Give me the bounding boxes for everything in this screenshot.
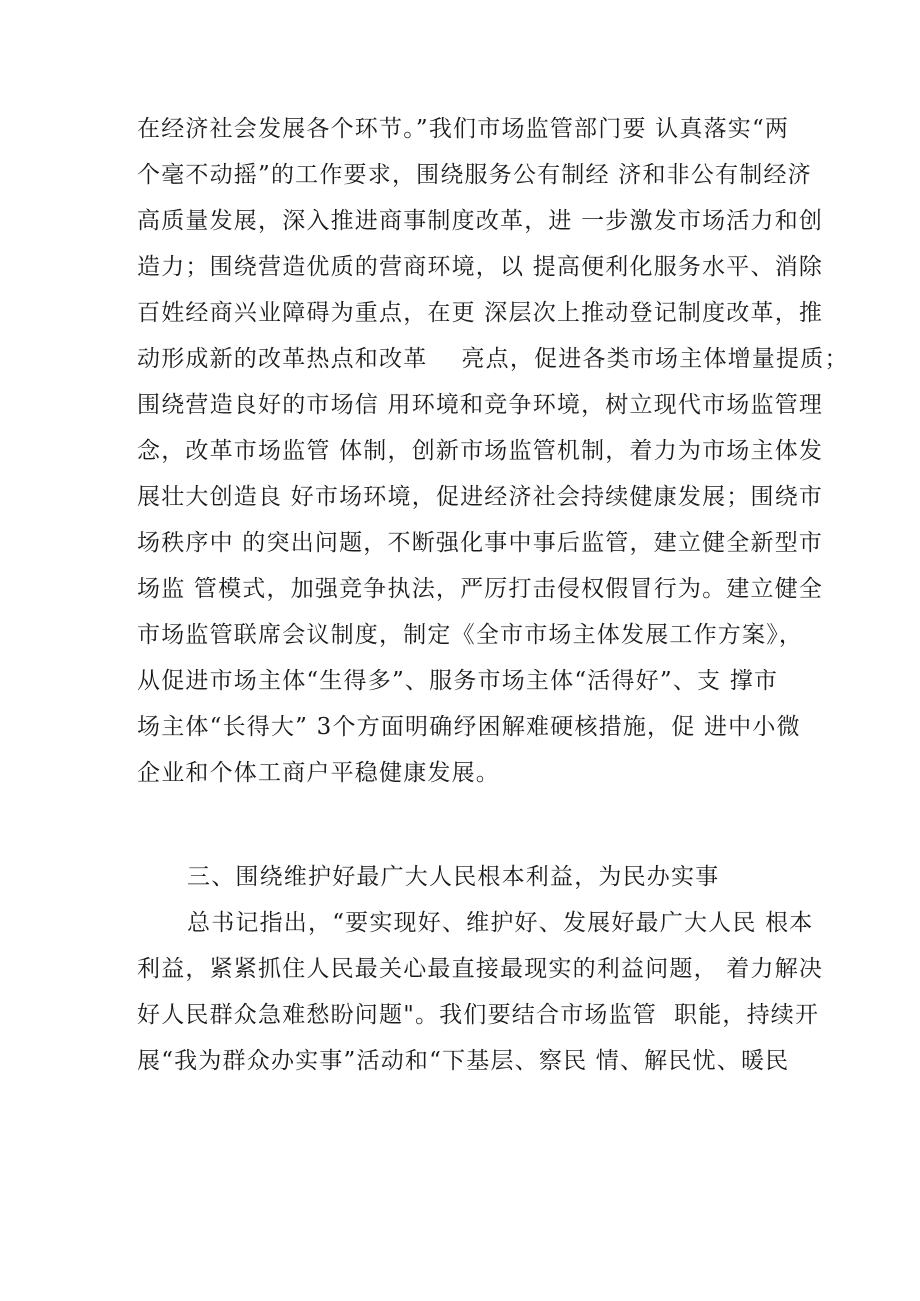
text-line: 总书记指出，“要实现好、维护好、发展好最广大人民 根本 bbox=[187, 910, 814, 936]
text-line: 场秩序中 的突出问题，不断强化事中事后监管，建立健全新型市 bbox=[137, 530, 824, 556]
text-line: 市场监管联席会议制度，制定《全市市场主体发展工作方案》， bbox=[137, 622, 804, 648]
text-line: 围绕营造良好的市场信 用环境和竞争环境，树立现代市场监管理 bbox=[137, 392, 824, 418]
text-line: 在经济社会发展各个环节。”我们市场监管部门要 认真落实“两 bbox=[137, 116, 790, 142]
text-line: 造力；围绕营造优质的营商环境，以 提高便利化服务水平、消除 bbox=[137, 254, 824, 280]
text-line: 动形成新的改革热点和改革 亮点，促进各类市场主体增量提质； bbox=[137, 346, 849, 372]
text-line: 场监 管模式，加强竞争执法，严厉打击侵权假冒行为。建立健全 bbox=[137, 576, 824, 602]
text-line: 好人民群众急难愁盼问题"。我们要结合市场监管 职能，持续开 bbox=[137, 1002, 820, 1028]
section-heading: 三、围绕维护好最广大人民根本利益，为民办实事 bbox=[187, 864, 720, 890]
text-line: 企业和个体工商户平稳健康发展。 bbox=[137, 760, 500, 786]
text-line: 高质量发展，深入推进商事制度改革，进 一步激发市场活力和创 bbox=[137, 208, 824, 234]
text-line: 利益，紧紧抓住人民最关心最直接最现实的利益问题， 着力解决 bbox=[137, 956, 824, 982]
text-line: 百姓经商兴业障碍为重点，在更 深层次上推动登记制度改革，推 bbox=[137, 300, 824, 326]
text-line: 展壮大创造良 好市场环境，促进经济社会持续健康发展；围绕市 bbox=[137, 484, 824, 510]
text-line: 场主体“长得大” 3个方面明确纾困解难硬核措施，促 进中小微 bbox=[137, 714, 801, 740]
text-line: 从促进市场主体“生得多”、服务市场主体“活得好”、支 撑市 bbox=[137, 668, 779, 694]
text-line: 个毫不动摇”的工作要求，围绕服务公有制经 济和非公有制经济 bbox=[137, 162, 812, 188]
text-line: 展“我为群众办实事”活动和“下基层、察民 情、解民忧、暖民 bbox=[137, 1048, 790, 1074]
text-line: 念，改革市场监管 体制，创新市场监管机制，着力为市场主体发 bbox=[137, 438, 824, 464]
